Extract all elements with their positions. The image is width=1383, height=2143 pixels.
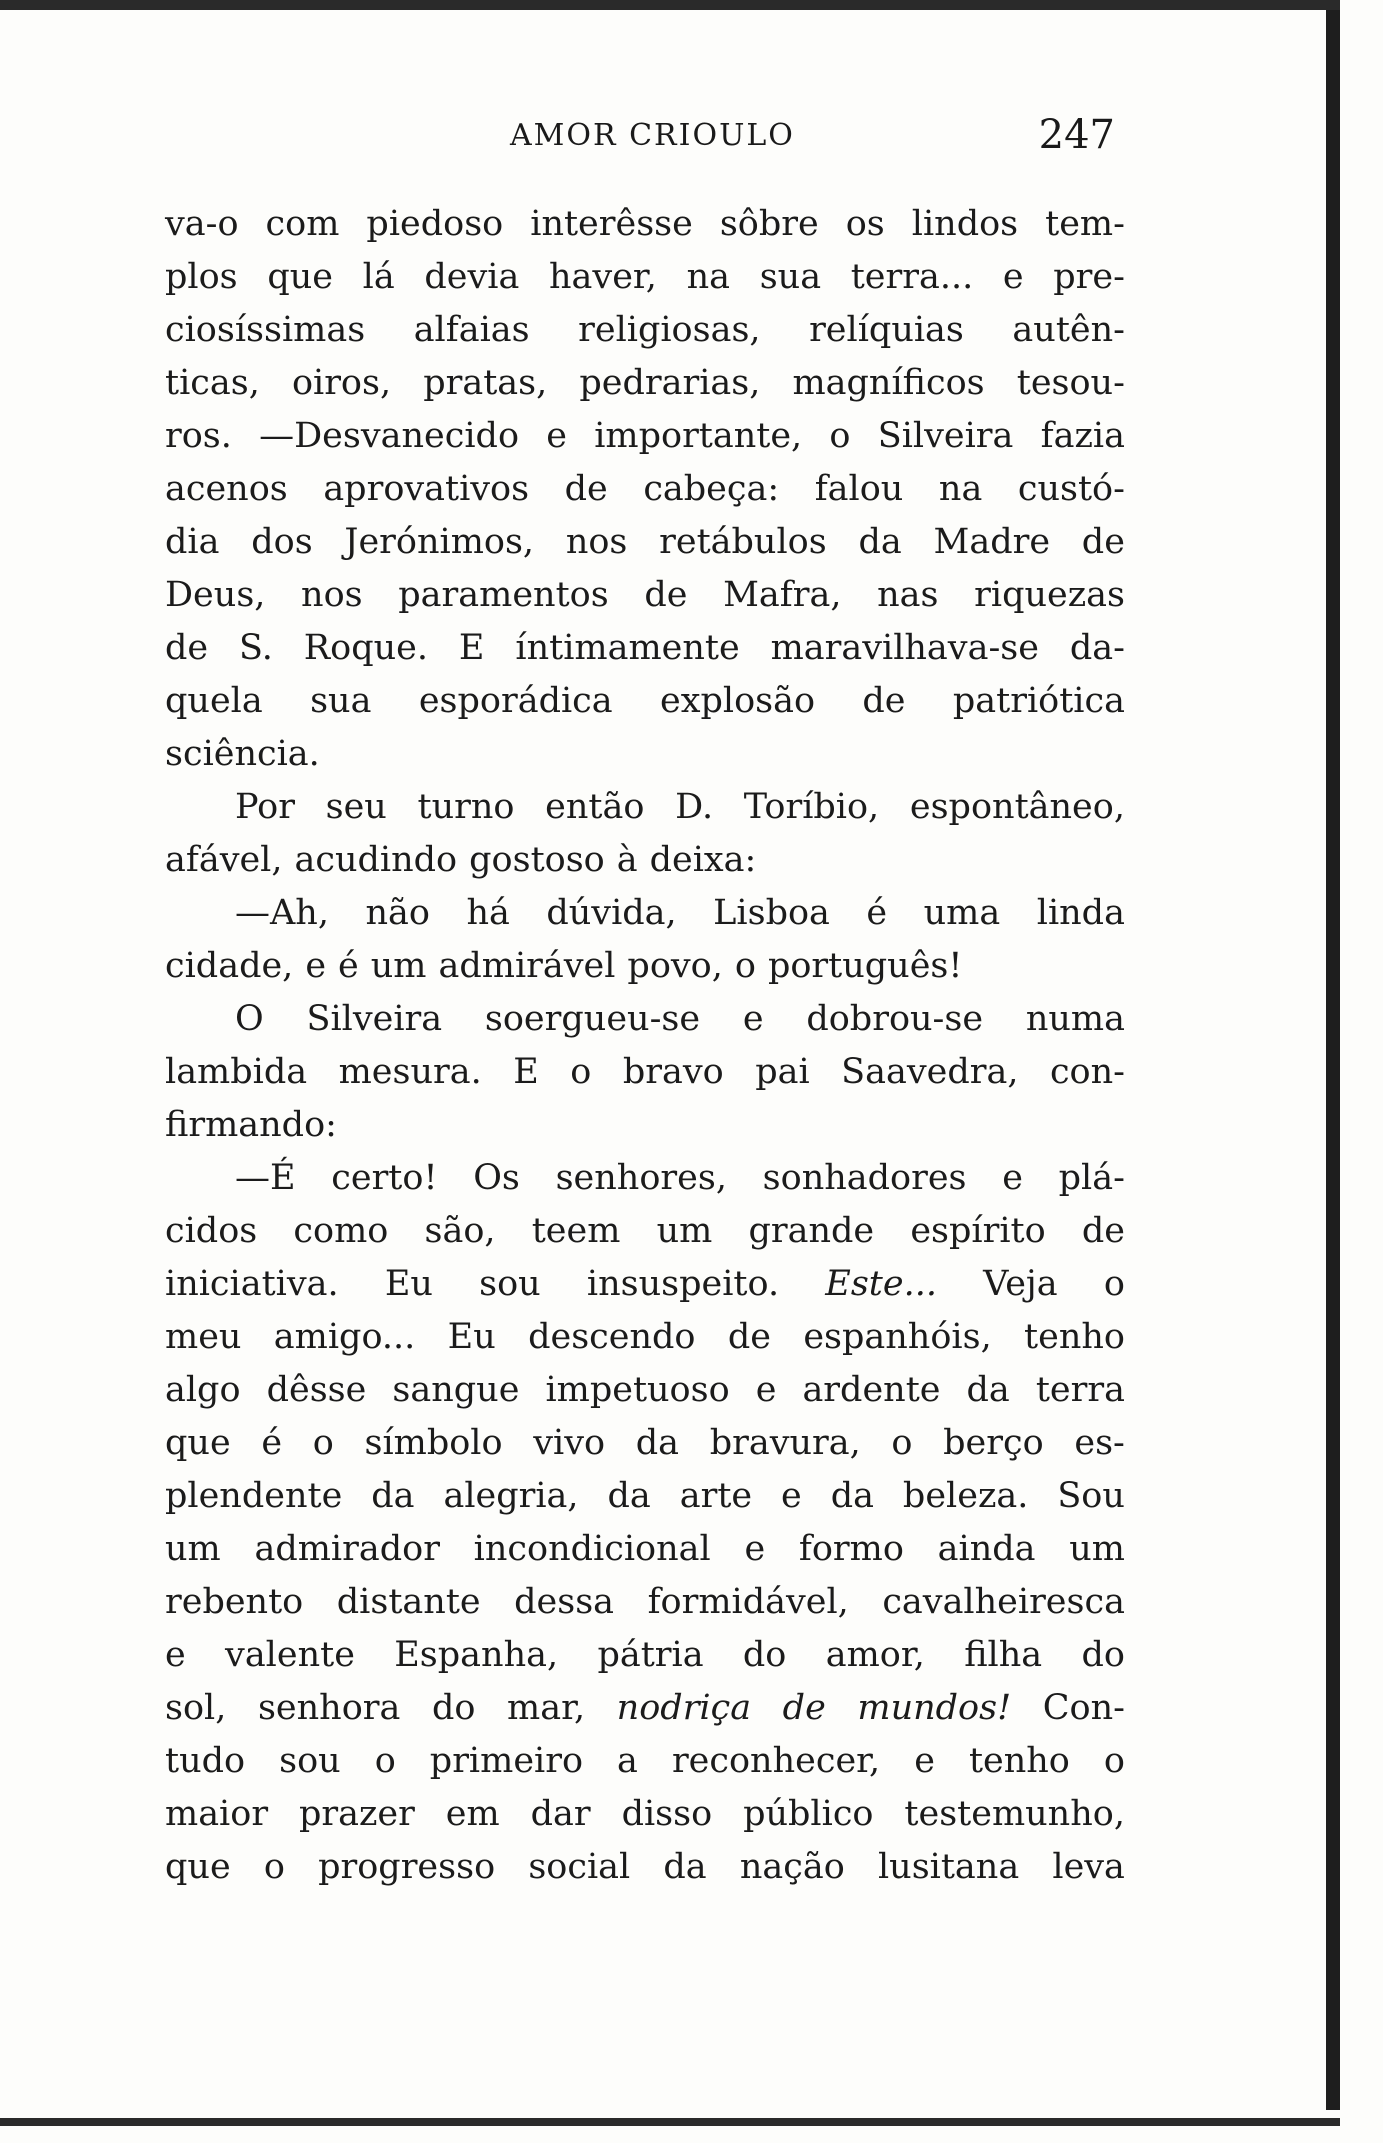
- word: plendente: [165, 1476, 343, 1516]
- word: Madre: [933, 522, 1051, 562]
- word: sou: [279, 1741, 341, 1781]
- word: cidos: [165, 1211, 258, 1251]
- word: e: [755, 1370, 777, 1410]
- word: sciência.: [165, 734, 320, 774]
- bottom-edge-shadow: [0, 2118, 1340, 2126]
- running-title: AMOR CRIOULO: [510, 118, 795, 153]
- word: Con-: [1042, 1688, 1125, 1728]
- word: sou: [479, 1264, 541, 1304]
- word: um: [1069, 1529, 1125, 1569]
- word: pedrarias,: [579, 363, 761, 403]
- word: custó-: [1017, 469, 1125, 509]
- word: Eu: [447, 1317, 496, 1357]
- word: pre-: [1053, 257, 1125, 297]
- word: numa: [1025, 999, 1125, 1039]
- word: soergueu-se: [484, 999, 701, 1039]
- word: tesou-: [1016, 363, 1125, 403]
- word: aprovativos: [323, 469, 530, 509]
- word: de: [782, 1688, 826, 1728]
- word: e: [781, 1476, 802, 1516]
- word: S.: [239, 628, 273, 668]
- word: reconhecer,: [671, 1741, 881, 1781]
- word: grande: [748, 1211, 875, 1251]
- word: do: [1081, 1635, 1125, 1675]
- text-line: [165, 1311, 1125, 1364]
- text-line: [165, 781, 1125, 834]
- word: nos: [565, 522, 628, 562]
- word: autên-: [1012, 310, 1125, 350]
- word: a: [617, 1741, 638, 1781]
- word: Saavedra,: [841, 1052, 1019, 1092]
- word: terra: [1035, 1370, 1125, 1410]
- text-line: [165, 1470, 1125, 1523]
- word: da: [663, 1847, 707, 1887]
- word: o: [374, 1741, 396, 1781]
- word: oiros,: [291, 363, 392, 403]
- word: o: [1103, 1264, 1125, 1304]
- word: e: [1002, 1158, 1023, 1198]
- word: Eu: [384, 1264, 433, 1304]
- word: tenho: [968, 1741, 1070, 1781]
- text-line: [165, 887, 1125, 940]
- word: disso: [621, 1794, 713, 1834]
- word: religiosas,: [578, 310, 761, 350]
- word: deixa:: [649, 840, 757, 880]
- word: Deus,: [165, 575, 266, 615]
- word: incondicional: [473, 1529, 711, 1569]
- word: berço: [943, 1423, 1044, 1463]
- text-line: [165, 1735, 1125, 1788]
- word: filha: [964, 1635, 1043, 1675]
- word: Silveira: [306, 999, 443, 1039]
- word: sangue: [392, 1370, 520, 1410]
- word: dobrou-se: [806, 999, 984, 1039]
- word: relíquias: [809, 310, 964, 350]
- text-line: [165, 1629, 1125, 1682]
- word: senhores,: [555, 1158, 727, 1198]
- word: interêsse: [530, 204, 693, 244]
- word: plá-: [1058, 1158, 1125, 1198]
- word: plos: [165, 257, 238, 297]
- word: ros.: [165, 416, 232, 456]
- word: pai: [755, 1052, 810, 1092]
- word: esporádica: [418, 681, 613, 721]
- word: português!: [767, 946, 963, 986]
- word: Mafra,: [723, 575, 842, 615]
- word: pratas,: [423, 363, 548, 403]
- word: paramentos: [398, 575, 609, 615]
- word: e: [546, 416, 567, 456]
- word: O: [235, 999, 264, 1039]
- word: terra...: [850, 257, 974, 297]
- word: o: [891, 1423, 913, 1463]
- word: que: [267, 257, 333, 297]
- word: uma: [923, 893, 1001, 933]
- word: beleza.: [902, 1476, 1029, 1516]
- word: bravo: [622, 1052, 724, 1092]
- word: como: [293, 1211, 389, 1251]
- word: de: [727, 1317, 771, 1357]
- word: há: [466, 893, 510, 933]
- word: é: [261, 1423, 283, 1463]
- word: dos: [251, 522, 313, 562]
- word: espontâneo,: [909, 787, 1125, 827]
- word: con-: [1049, 1052, 1125, 1092]
- word: espírito: [910, 1211, 1046, 1251]
- word: algo: [165, 1370, 241, 1410]
- word: do: [431, 1688, 476, 1728]
- word: sua: [310, 681, 372, 721]
- word: magníficos: [792, 363, 985, 403]
- word: iniciativa.: [165, 1264, 339, 1304]
- word: da: [607, 1476, 651, 1516]
- word: retábulos: [659, 522, 827, 562]
- word: pátria: [597, 1635, 704, 1675]
- word: Os: [473, 1158, 520, 1198]
- word: o: [734, 946, 756, 986]
- word: teem: [531, 1211, 621, 1251]
- word: tem-: [1045, 204, 1125, 244]
- text-line: [165, 940, 1125, 993]
- word: lá: [362, 257, 395, 297]
- word: impetuoso: [545, 1370, 730, 1410]
- word: nação: [739, 1847, 845, 1887]
- word: vivo: [533, 1423, 606, 1463]
- word: certo!: [331, 1158, 438, 1198]
- word: um: [165, 1529, 221, 1569]
- word: são,: [424, 1211, 496, 1251]
- text-line: [165, 993, 1125, 1046]
- text-line: [165, 1417, 1125, 1470]
- word: os: [845, 204, 885, 244]
- word: social: [528, 1847, 631, 1887]
- word: Por: [235, 787, 295, 827]
- word: na: [938, 469, 983, 509]
- word: e: [744, 1529, 766, 1569]
- text-line: [165, 1258, 1125, 1311]
- word: de: [165, 628, 209, 668]
- word: então: [545, 787, 645, 827]
- word: da: [635, 1423, 680, 1463]
- word: o: [263, 1847, 285, 1887]
- word: progresso: [318, 1847, 496, 1887]
- word: em: [445, 1794, 500, 1834]
- word: admirável: [438, 946, 616, 986]
- word: Este...: [825, 1264, 937, 1304]
- word: da: [858, 522, 902, 562]
- word: lindos: [911, 204, 1019, 244]
- word: piedoso: [366, 204, 504, 244]
- word: da: [966, 1370, 1010, 1410]
- word: distante: [336, 1582, 481, 1622]
- word: de: [1081, 522, 1125, 562]
- word: D.: [675, 787, 714, 827]
- word: e: [165, 1635, 186, 1675]
- text-line: [165, 198, 1125, 251]
- word: maravilhava-se: [770, 628, 1039, 668]
- text-line: [165, 834, 1125, 887]
- page-number: 247: [1038, 112, 1115, 158]
- word: público: [743, 1794, 874, 1834]
- word: quela: [165, 681, 263, 721]
- top-edge-shadow: [0, 0, 1340, 10]
- word: da: [371, 1476, 415, 1516]
- word: riquezas: [974, 575, 1125, 615]
- word: um: [370, 946, 427, 986]
- word: lambida: [165, 1052, 308, 1092]
- text-line: [165, 1099, 1125, 1152]
- word: cavalheiresca: [882, 1582, 1125, 1622]
- word: falou: [814, 469, 904, 509]
- word: va-o: [165, 204, 239, 244]
- word: tenho: [1024, 1317, 1125, 1357]
- word: formo: [798, 1529, 904, 1569]
- word: Lisboa: [713, 893, 830, 933]
- word: testemunho,: [904, 1794, 1125, 1834]
- word: mundos!: [857, 1688, 1012, 1728]
- text-line: [165, 1152, 1125, 1205]
- word: ciosíssimas: [165, 310, 366, 350]
- word: o: [312, 1423, 334, 1463]
- word: não: [365, 893, 430, 933]
- word: primeiro: [429, 1741, 584, 1781]
- word: e: [914, 1741, 935, 1781]
- word: de: [862, 681, 906, 721]
- word: é: [866, 893, 888, 933]
- word: afável,: [165, 840, 283, 880]
- word: o: [829, 416, 851, 456]
- word: o: [1103, 1741, 1125, 1781]
- word: maior: [165, 1794, 269, 1834]
- word: leva: [1052, 1847, 1125, 1887]
- text-line: [165, 410, 1125, 463]
- text-line: [165, 251, 1125, 304]
- word: da: [830, 1476, 874, 1516]
- word: ticas,: [165, 363, 260, 403]
- word: ardente: [802, 1370, 941, 1410]
- word: dessa: [514, 1582, 615, 1622]
- word: Jerónimos,: [344, 522, 535, 562]
- word: povo,: [627, 946, 723, 986]
- word: ainda: [937, 1529, 1036, 1569]
- text-line: [165, 357, 1125, 410]
- word: admirador: [254, 1529, 440, 1569]
- word: espanhóis,: [803, 1317, 992, 1357]
- text-line: [165, 622, 1125, 675]
- text-line: [165, 728, 1125, 781]
- word: fazia: [1040, 416, 1125, 456]
- word: devia: [424, 257, 520, 297]
- word: alegria,: [443, 1476, 579, 1516]
- text-line: [165, 1576, 1125, 1629]
- word: linda: [1036, 893, 1125, 933]
- word: é: [338, 946, 359, 986]
- word: Roque.: [303, 628, 429, 668]
- word: nos: [301, 575, 363, 615]
- word: acenos: [165, 469, 288, 509]
- text-line: [165, 1364, 1125, 1417]
- word: arte: [679, 1476, 753, 1516]
- word: gostoso: [469, 840, 605, 880]
- word: Toríbio,: [743, 787, 880, 827]
- word: E: [458, 628, 485, 668]
- word: sol,: [165, 1688, 227, 1728]
- word: es-: [1074, 1423, 1125, 1463]
- word: cabeça:: [643, 469, 780, 509]
- word: cidade,: [165, 946, 294, 986]
- word: que: [165, 1423, 231, 1463]
- word: formidável,: [647, 1582, 849, 1622]
- word: o: [570, 1052, 592, 1092]
- word: E: [513, 1052, 539, 1092]
- word: rebento: [165, 1582, 304, 1622]
- word: importante,: [594, 416, 803, 456]
- word: bravura,: [709, 1423, 861, 1463]
- word: sua: [759, 257, 822, 297]
- word: que: [165, 1847, 231, 1887]
- word: sôbre: [719, 204, 819, 244]
- word: —É: [235, 1158, 296, 1198]
- word: turno: [417, 787, 515, 827]
- text-line: [165, 1788, 1125, 1841]
- text-line: [165, 304, 1125, 357]
- word: amigo...: [273, 1317, 416, 1357]
- word: mar,: [507, 1688, 586, 1728]
- word: da-: [1069, 628, 1125, 668]
- text-line: [165, 675, 1125, 728]
- word: dar: [530, 1794, 591, 1834]
- word: alfaias: [413, 310, 530, 350]
- word: e: [742, 999, 764, 1039]
- word: nas: [877, 575, 939, 615]
- word: firmando:: [165, 1105, 337, 1145]
- body-text: [165, 198, 1125, 1894]
- right-edge-shadow: [1326, 10, 1340, 2110]
- word: mesura.: [338, 1052, 482, 1092]
- word: amor,: [825, 1635, 925, 1675]
- text-line: [165, 569, 1125, 622]
- word: e: [1002, 257, 1024, 297]
- word: símbolo: [364, 1423, 503, 1463]
- word: dia: [165, 522, 220, 562]
- word: nodriça: [616, 1688, 752, 1728]
- word: sonhadores: [762, 1158, 967, 1198]
- word: seu: [325, 787, 387, 827]
- word: dúvida,: [546, 893, 677, 933]
- word: de: [564, 469, 608, 509]
- word: Espanha,: [394, 1635, 559, 1675]
- text-line: [165, 1523, 1125, 1576]
- word: um: [656, 1211, 713, 1251]
- word: insuspeito.: [586, 1264, 780, 1304]
- word: Sou: [1057, 1476, 1125, 1516]
- word: e: [305, 946, 327, 986]
- word: lusitana: [877, 1847, 1020, 1887]
- word: de: [644, 575, 688, 615]
- text-line: [165, 1841, 1125, 1894]
- word: Veja: [983, 1264, 1058, 1304]
- word: descendo: [528, 1317, 696, 1357]
- word: explosão: [660, 681, 816, 721]
- word: íntimamente: [515, 628, 740, 668]
- word: —Desvanecido: [259, 416, 520, 456]
- text-line: [165, 463, 1125, 516]
- word: dêsse: [266, 1370, 367, 1410]
- text-line: [165, 1682, 1125, 1735]
- word: de: [1081, 1211, 1125, 1251]
- word: —Ah,: [235, 893, 329, 933]
- word: do: [742, 1635, 787, 1675]
- word: meu: [165, 1317, 242, 1357]
- word: com: [265, 204, 340, 244]
- text-line: [165, 1205, 1125, 1258]
- word: tudo: [165, 1741, 246, 1781]
- running-head: [165, 112, 1125, 178]
- word: haver,: [549, 257, 657, 297]
- text-line: [165, 516, 1125, 569]
- text-line: [165, 1046, 1125, 1099]
- word: valente: [225, 1635, 355, 1675]
- word: Silveira: [877, 416, 1014, 456]
- word: senhora: [257, 1688, 401, 1728]
- word: acudindo: [294, 840, 458, 880]
- word: patriótica: [952, 681, 1125, 721]
- word: na: [686, 257, 731, 297]
- word: à: [616, 840, 638, 880]
- word: prazer: [298, 1794, 415, 1834]
